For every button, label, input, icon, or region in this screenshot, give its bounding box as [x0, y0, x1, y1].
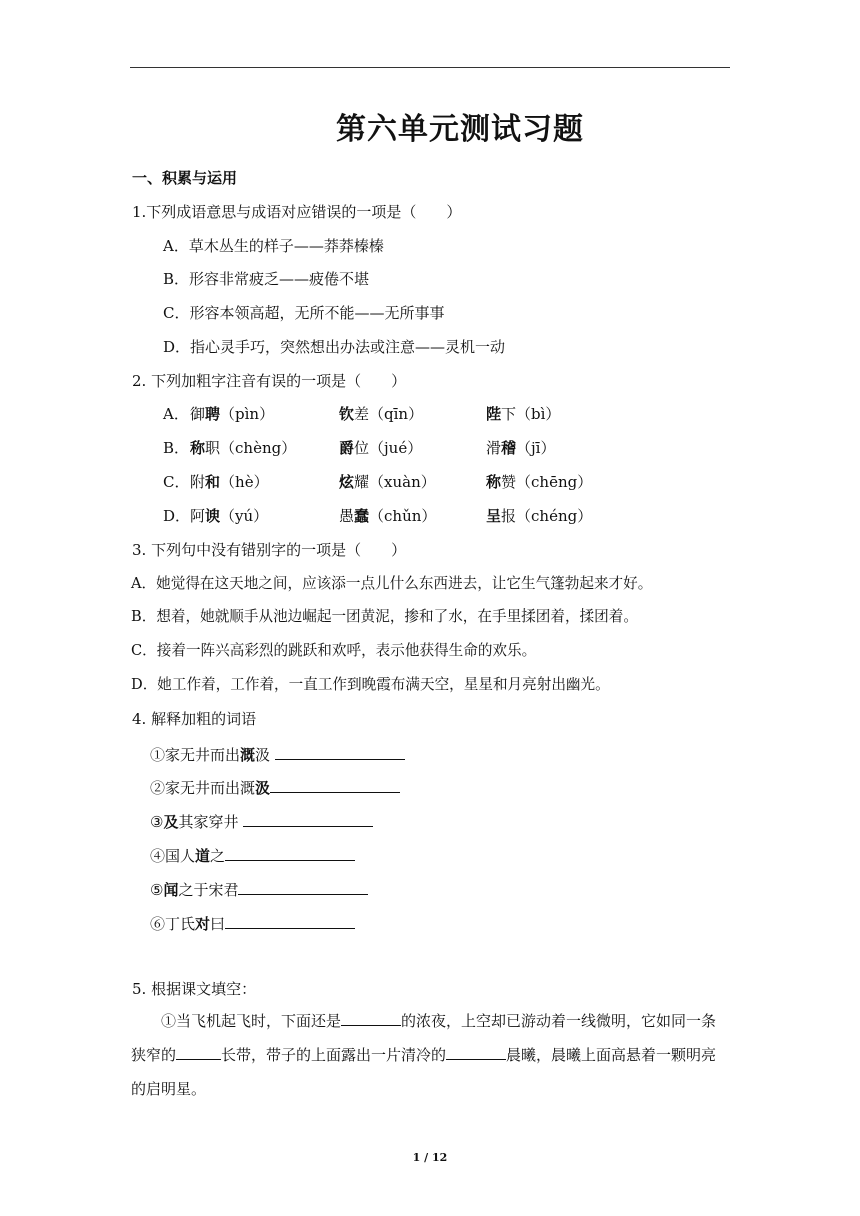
page-number: 1 / 12 [412, 1151, 448, 1164]
question-1-option-c: C．形容本领高超，无所不能——无所事事 [163, 304, 445, 322]
question-4-item-1: ①家无井而出溉汲 [150, 743, 405, 765]
question-1-option-a: A．草木丛生的样子——莽莽榛榛 [163, 237, 384, 255]
pinyin-item: 御聘（pìn） [190, 405, 275, 423]
question-4-item-3: ③及其家穿井 [150, 810, 373, 832]
question-4-item-4: ④国人道之 [150, 844, 355, 866]
pinyin-item: 称职（chèng） [190, 439, 297, 457]
question-1-stem: 1.下列成语意思与成语对应错误的一项是（ ） [132, 203, 462, 221]
question-4-item-6: ⑥丁氏对曰 [150, 912, 355, 934]
question-3-option-b: B．想着，她就顺手从池边崛起一团黄泥，掺和了水，在手里揉团着，揉团着。 [131, 608, 638, 625]
answer-blank[interactable] [275, 743, 405, 760]
question-2-stem: 2. 下列加粗字注音有误的一项是（ ） [132, 372, 407, 390]
pinyin-item: 附和（hè） [190, 473, 269, 491]
question-4-stem: 4. 解释加粗的词语 [132, 710, 257, 728]
answer-blank[interactable] [341, 1009, 401, 1026]
answer-blank[interactable] [243, 810, 373, 827]
pinyin-item: 炫耀（xuàn） [339, 473, 436, 491]
question-1-option-b: B．形容非常疲乏——疲倦不堪 [163, 270, 370, 288]
answer-blank[interactable] [238, 878, 368, 895]
pinyin-item: 爵位（jué） [339, 439, 423, 457]
pinyin-item: 陛下（bì） [486, 405, 561, 423]
answer-blank[interactable] [225, 912, 355, 929]
question-3-stem: 3. 下列句中没有错别字的一项是（ ） [132, 541, 407, 559]
pinyin-item: 滑稽（jī） [486, 439, 556, 457]
answer-blank[interactable] [270, 776, 400, 793]
answer-blank[interactable] [446, 1043, 506, 1060]
pinyin-item: 呈报（chéng） [486, 507, 593, 525]
question-5-paragraph: ①当飞机起飞时，下面还是 的浓夜，上空却已游动着一线微明，它如同一条狭窄的 长带，带子的上面露出一片清冷的 晨曦，晨曦上面高悬着一颗明亮的启明星。 [131, 1004, 731, 1106]
question-3-option-d: D．她工作着，工作着，一直工作到晚霞布满天空，星星和月亮射出幽光。 [131, 676, 610, 693]
question-3-option-a: A．她觉得在这天地之间，应该添一点儿什么东西进去，让它生气篷勃起来才好。 [131, 575, 653, 592]
option-label: D． [163, 507, 191, 525]
question-4-item-5: ⑤闻之于宋君 [150, 878, 368, 900]
page-title: 第六单元测试习题 [336, 112, 584, 147]
pinyin-item: 钦差（qīn） [339, 405, 424, 423]
pinyin-item: 愚蠢（chǔn） [339, 507, 437, 525]
option-label: B． [163, 439, 190, 457]
question-1-option-d: D．指心灵手巧，突然想出办法或注意——灵机一动 [163, 338, 506, 356]
answer-blank[interactable] [176, 1043, 221, 1060]
section-heading: 一、积累与运用 [132, 169, 238, 187]
pinyin-item: 阿谀（yú） [190, 507, 269, 525]
question-5-stem: 5. 根据课文填空： [132, 980, 257, 998]
pinyin-item: 称赞（chēng） [486, 473, 593, 491]
answer-blank[interactable] [225, 844, 355, 861]
question-4-item-2: ②家无井而出溉汲 [150, 776, 400, 798]
option-label: A． [163, 405, 189, 423]
question-3-option-c: C．接着一阵兴高彩烈的跳跃和欢呼，表示他获得生命的欢乐。 [131, 642, 537, 659]
header-rule [130, 67, 730, 68]
option-label: C． [163, 473, 190, 491]
